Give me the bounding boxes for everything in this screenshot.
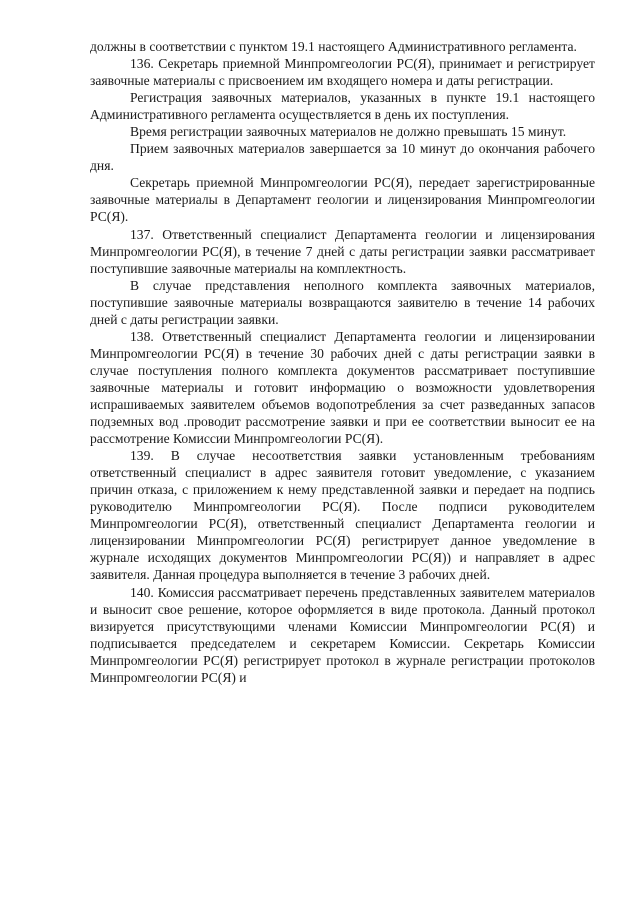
paragraph: Прием заявочных материалов завершается за 10 минут до окончания рабочего дня.	[90, 141, 595, 174]
paragraph: 139. В случае несоответствия заявки установленным требованиям ответственный специалист в адрес заявителя готовит уведомление, с указанием причин отказа, с приложением к нему представленной заявки и передает на подпись руководителю Минпромгеологии РС(Я). После подписи руководителем Минпромгеологии РС(Я), ответственный специалист Департамента геологии и лицензировании Минпромгеологии РС(Я) регистрирует данное уведомление в журнале исходящих документов Минпромгеологии РС(Я)) и направляет в адрес заявителя. Данная процедура выполняется в течение 3 рабочих дней.	[90, 448, 595, 583]
document-body	[90, 38, 595, 686]
paragraph: Регистрация заявочных материалов, указанных в пункте 19.1 настоящего Административного регламента осуществляется в день их поступления.	[90, 90, 595, 123]
paragraph: Время регистрации заявочных материалов не должно превышать 15 минут.	[130, 124, 567, 140]
paragraph: должны в соответствии с пунктом 19.1 настоящего Административного регламента.	[90, 39, 577, 54]
paragraph: 137. Ответственный специалист Департамента геологии и лицензирования Минпромгеологии РС(Я), в течение 7 дней с даты регистрации заявки рассматривает поступившие заявочные материалы на комплектность.	[90, 226, 595, 276]
paragraph: В случае представления неполного комплекта заявочных материалов, поступившие заявочные материалы возвращаются заявителю в течение 14 рабочих дней с даты регистрации заявки.	[90, 277, 595, 327]
paragraph: 138. Ответственный специалист Департамента геологии и лицензировании Минпромгеологии РС(Я) в течение 30 рабочих дней с даты регистрации заявки в случае поступления полного комплекта документов рассматривает поступившие заявочные материалы и готовит информацию о возможности удовлетворения испрашиваемых заявителем объемов водопотребления за счет разведанных запасов подземных вод .проводит рассмотрение заявки и при ее соответствии выносит ее на рассмотрение Комиссии Минпромгеологии РС(Я).	[90, 328, 595, 447]
paragraph: 136. Секретарь приемной Минпромгеологии РС(Я), принимает и регистрирует заявочные материалы с присвоением им входящего номера и даты регистрации.	[90, 56, 595, 89]
paragraph: Секретарь приемной Минпромгеологии РС(Я), передает зарегистрированные заявочные материалы в Департамент геологии и лицензирования Минпромгеологии РС(Я).	[90, 175, 595, 225]
paragraph: 140. Комиссия рассматривает перечень представленных заявителем материалов и выносит свое решение, которое оформляется в виде протокола. Данный протокол визируется присутствующими членами Комиссии Минпромгеологии РС(Я) и подписывается председателем и секретарем Комиссии. Секретарь Комиссии Минпромгеологии РС(Я) регистрирует протокол в журнале регистрации протоколов Минпромгеологии РС(Я) и	[90, 584, 595, 685]
